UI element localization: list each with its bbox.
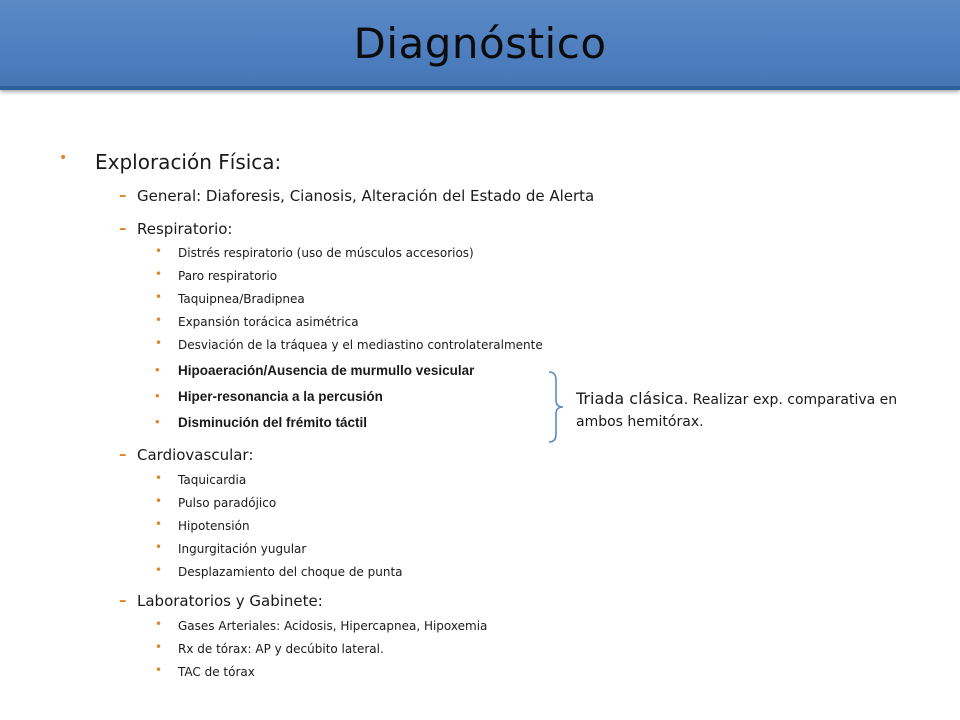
bullet-icon: • bbox=[155, 663, 163, 677]
dash-icon: – bbox=[119, 219, 127, 237]
laboratorios-label: Laboratorios y Gabinete: bbox=[137, 592, 323, 610]
list-item-text: Ingurgitación yugular bbox=[178, 542, 307, 556]
list-item-text: Desplazamiento del choque de punta bbox=[178, 565, 403, 579]
list-item-text: Hipotensión bbox=[178, 519, 250, 533]
bullet-icon: • bbox=[155, 267, 163, 281]
dash-icon: – bbox=[119, 186, 127, 204]
laboratorios-heading bbox=[119, 591, 323, 610]
triad-item-text: Disminución del frémito táctil bbox=[178, 415, 368, 430]
triad-item-text: Hiper-resonancia a la percusión bbox=[178, 389, 383, 404]
general-item bbox=[119, 186, 595, 205]
list-item-text: Paro respiratorio bbox=[178, 269, 278, 283]
list-item-text: Gases Arteriales: Acidosis, Hipercapnea, Hipoxemia bbox=[178, 619, 488, 633]
list-item-text: Taquicardia bbox=[178, 473, 247, 487]
cardiovascular-label: Cardiovascular: bbox=[137, 446, 254, 464]
list-item bbox=[155, 663, 255, 679]
bullet-icon: • bbox=[155, 336, 163, 350]
triad-item bbox=[155, 388, 383, 404]
dash-icon: – bbox=[119, 591, 127, 609]
list-item bbox=[155, 313, 359, 329]
curly-bracket-icon bbox=[547, 370, 565, 444]
list-item-text: Desviación de la tráquea y el mediastino controlateralmente bbox=[178, 338, 543, 352]
list-item-text: TAC de tórax bbox=[178, 665, 255, 679]
triad-item bbox=[155, 414, 368, 430]
dash-icon: – bbox=[119, 445, 127, 463]
list-item-text: Rx de tórax: AP y decúbito lateral. bbox=[178, 642, 384, 656]
list-item bbox=[155, 494, 277, 510]
bullet-icon: • bbox=[155, 414, 160, 429]
list-item bbox=[155, 640, 384, 656]
list-item-text: Expansión torácica asimétrica bbox=[178, 315, 359, 329]
list-item-text: Taquipnea/Bradipnea bbox=[178, 292, 305, 306]
cardiovascular-heading bbox=[119, 445, 254, 464]
bullet-icon: • bbox=[155, 540, 163, 554]
bullet-icon: • bbox=[59, 150, 68, 166]
bullet-icon: • bbox=[155, 290, 163, 304]
respiratorio-label: Respiratorio: bbox=[137, 220, 233, 238]
list-item bbox=[155, 617, 488, 633]
respiratorio-heading bbox=[119, 219, 233, 238]
list-item bbox=[155, 336, 543, 352]
bullet-icon: • bbox=[155, 563, 163, 577]
general-text: General: Diaforesis, Cianosis, Alteración del Estado de Alerta bbox=[137, 187, 595, 205]
bullet-icon: • bbox=[155, 244, 163, 258]
slide-title: Diagnóstico bbox=[353, 18, 607, 68]
bullet-icon: • bbox=[155, 640, 163, 654]
section-label: Exploración Física: bbox=[95, 150, 282, 174]
list-item bbox=[155, 244, 474, 260]
bullet-icon: • bbox=[155, 617, 163, 631]
section-exploracion bbox=[59, 150, 282, 174]
bullet-icon: • bbox=[155, 388, 160, 403]
list-item bbox=[155, 540, 307, 556]
bullet-icon: • bbox=[155, 517, 163, 531]
list-item bbox=[155, 471, 247, 487]
list-item bbox=[155, 517, 250, 533]
list-item bbox=[155, 290, 305, 306]
list-item bbox=[155, 267, 278, 283]
note-line2: ambos hemitórax. bbox=[576, 414, 704, 430]
list-item-text: Pulso paradójico bbox=[178, 496, 277, 510]
bullet-icon: • bbox=[155, 471, 163, 485]
triad-item-text: Hipoaeración/Ausencia de murmullo vesicular bbox=[178, 363, 475, 378]
bullet-icon: • bbox=[155, 313, 163, 327]
list-item bbox=[155, 563, 403, 579]
note-line1: . Realizar exp. comparativa en bbox=[683, 392, 898, 408]
bullet-icon: • bbox=[155, 494, 163, 508]
list-item-text: Distrés respiratorio (uso de músculos accesorios) bbox=[178, 246, 474, 260]
triad-item bbox=[155, 362, 475, 378]
triad-note bbox=[576, 388, 936, 433]
bullet-icon: • bbox=[155, 362, 160, 377]
note-lead: Triada clásica bbox=[576, 389, 684, 408]
